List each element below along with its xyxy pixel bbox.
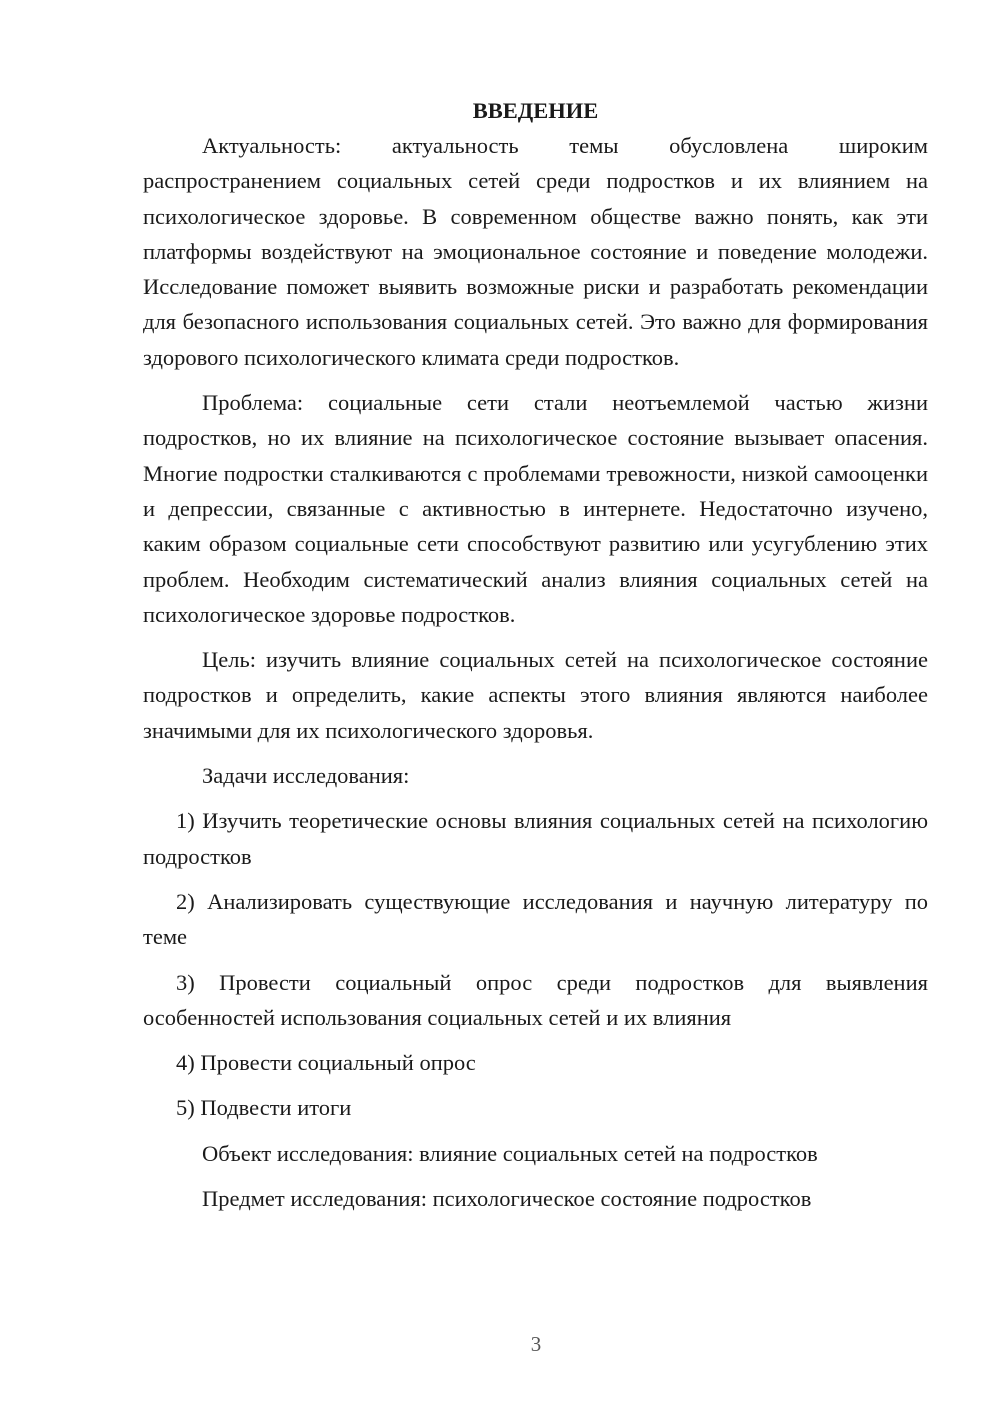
tasks-heading: Задачи исследования: — [202, 763, 410, 789]
research-subject: Предмет исследования: психологическое состояние подростков — [202, 1186, 812, 1212]
task-item-4: 4) Провести социальный опрос — [176, 1050, 476, 1076]
page-number: 3 — [530, 1332, 542, 1356]
problem-paragraph: Проблема: социальные сети стали неотъемлемой частью жизни подростков, но их влияние на психологическое состояние вызывает опасения. Многие подростки сталкиваются с проблемами тревожности, низкой самооценки и депрессии, связанные с активностью в интернете. Недостаточно изучено, каким образом социальные сети способствуют развитию или усугублению этих проблем. Необходим систематический анализ влияния социальных сетей на психологическое здоровье подростков. — [143, 390, 928, 627]
task-item-2: 2) Анализировать существующие исследования и научную литературу по теме — [143, 888, 928, 950]
research-object: Объект исследования: влияние социальных сетей на подростков — [202, 1140, 818, 1166]
section-title: ВВЕДЕНИЕ — [472, 98, 599, 123]
goal-paragraph: Цель: изучить влияние социальных сетей на психологическое состояние подростков и определить, какие аспекты этого влияния являются наиболее значимыми для их психологического здоровья. — [143, 647, 928, 743]
task-item-5: 5) Подвести итоги — [176, 1095, 352, 1121]
task-item-3: 3) Провести социальный опрос среди подростков для выявления особенностей использования социальных сетей и их влияния — [143, 969, 928, 1030]
task-item-1: 1) Изучить теоретические основы влияния социальных сетей на психологию подростков — [143, 808, 928, 869]
relevance-paragraph: Актуальность: актуальность темы обусловлена широким распространением социальных сетей среди подростков и их влиянием на психологическое здоровье. В современном обществе важно понять, как эти платформы воздействуют на эмоциональное состояние и поведение молодежи. Исследование поможет выявить возможные риски и разработать рекомендации для безопасного использования социальных сетей. Это важно для формирования здорового психологического климата среди подростков. — [143, 133, 928, 370]
document-body — [143, 93, 928, 1216]
